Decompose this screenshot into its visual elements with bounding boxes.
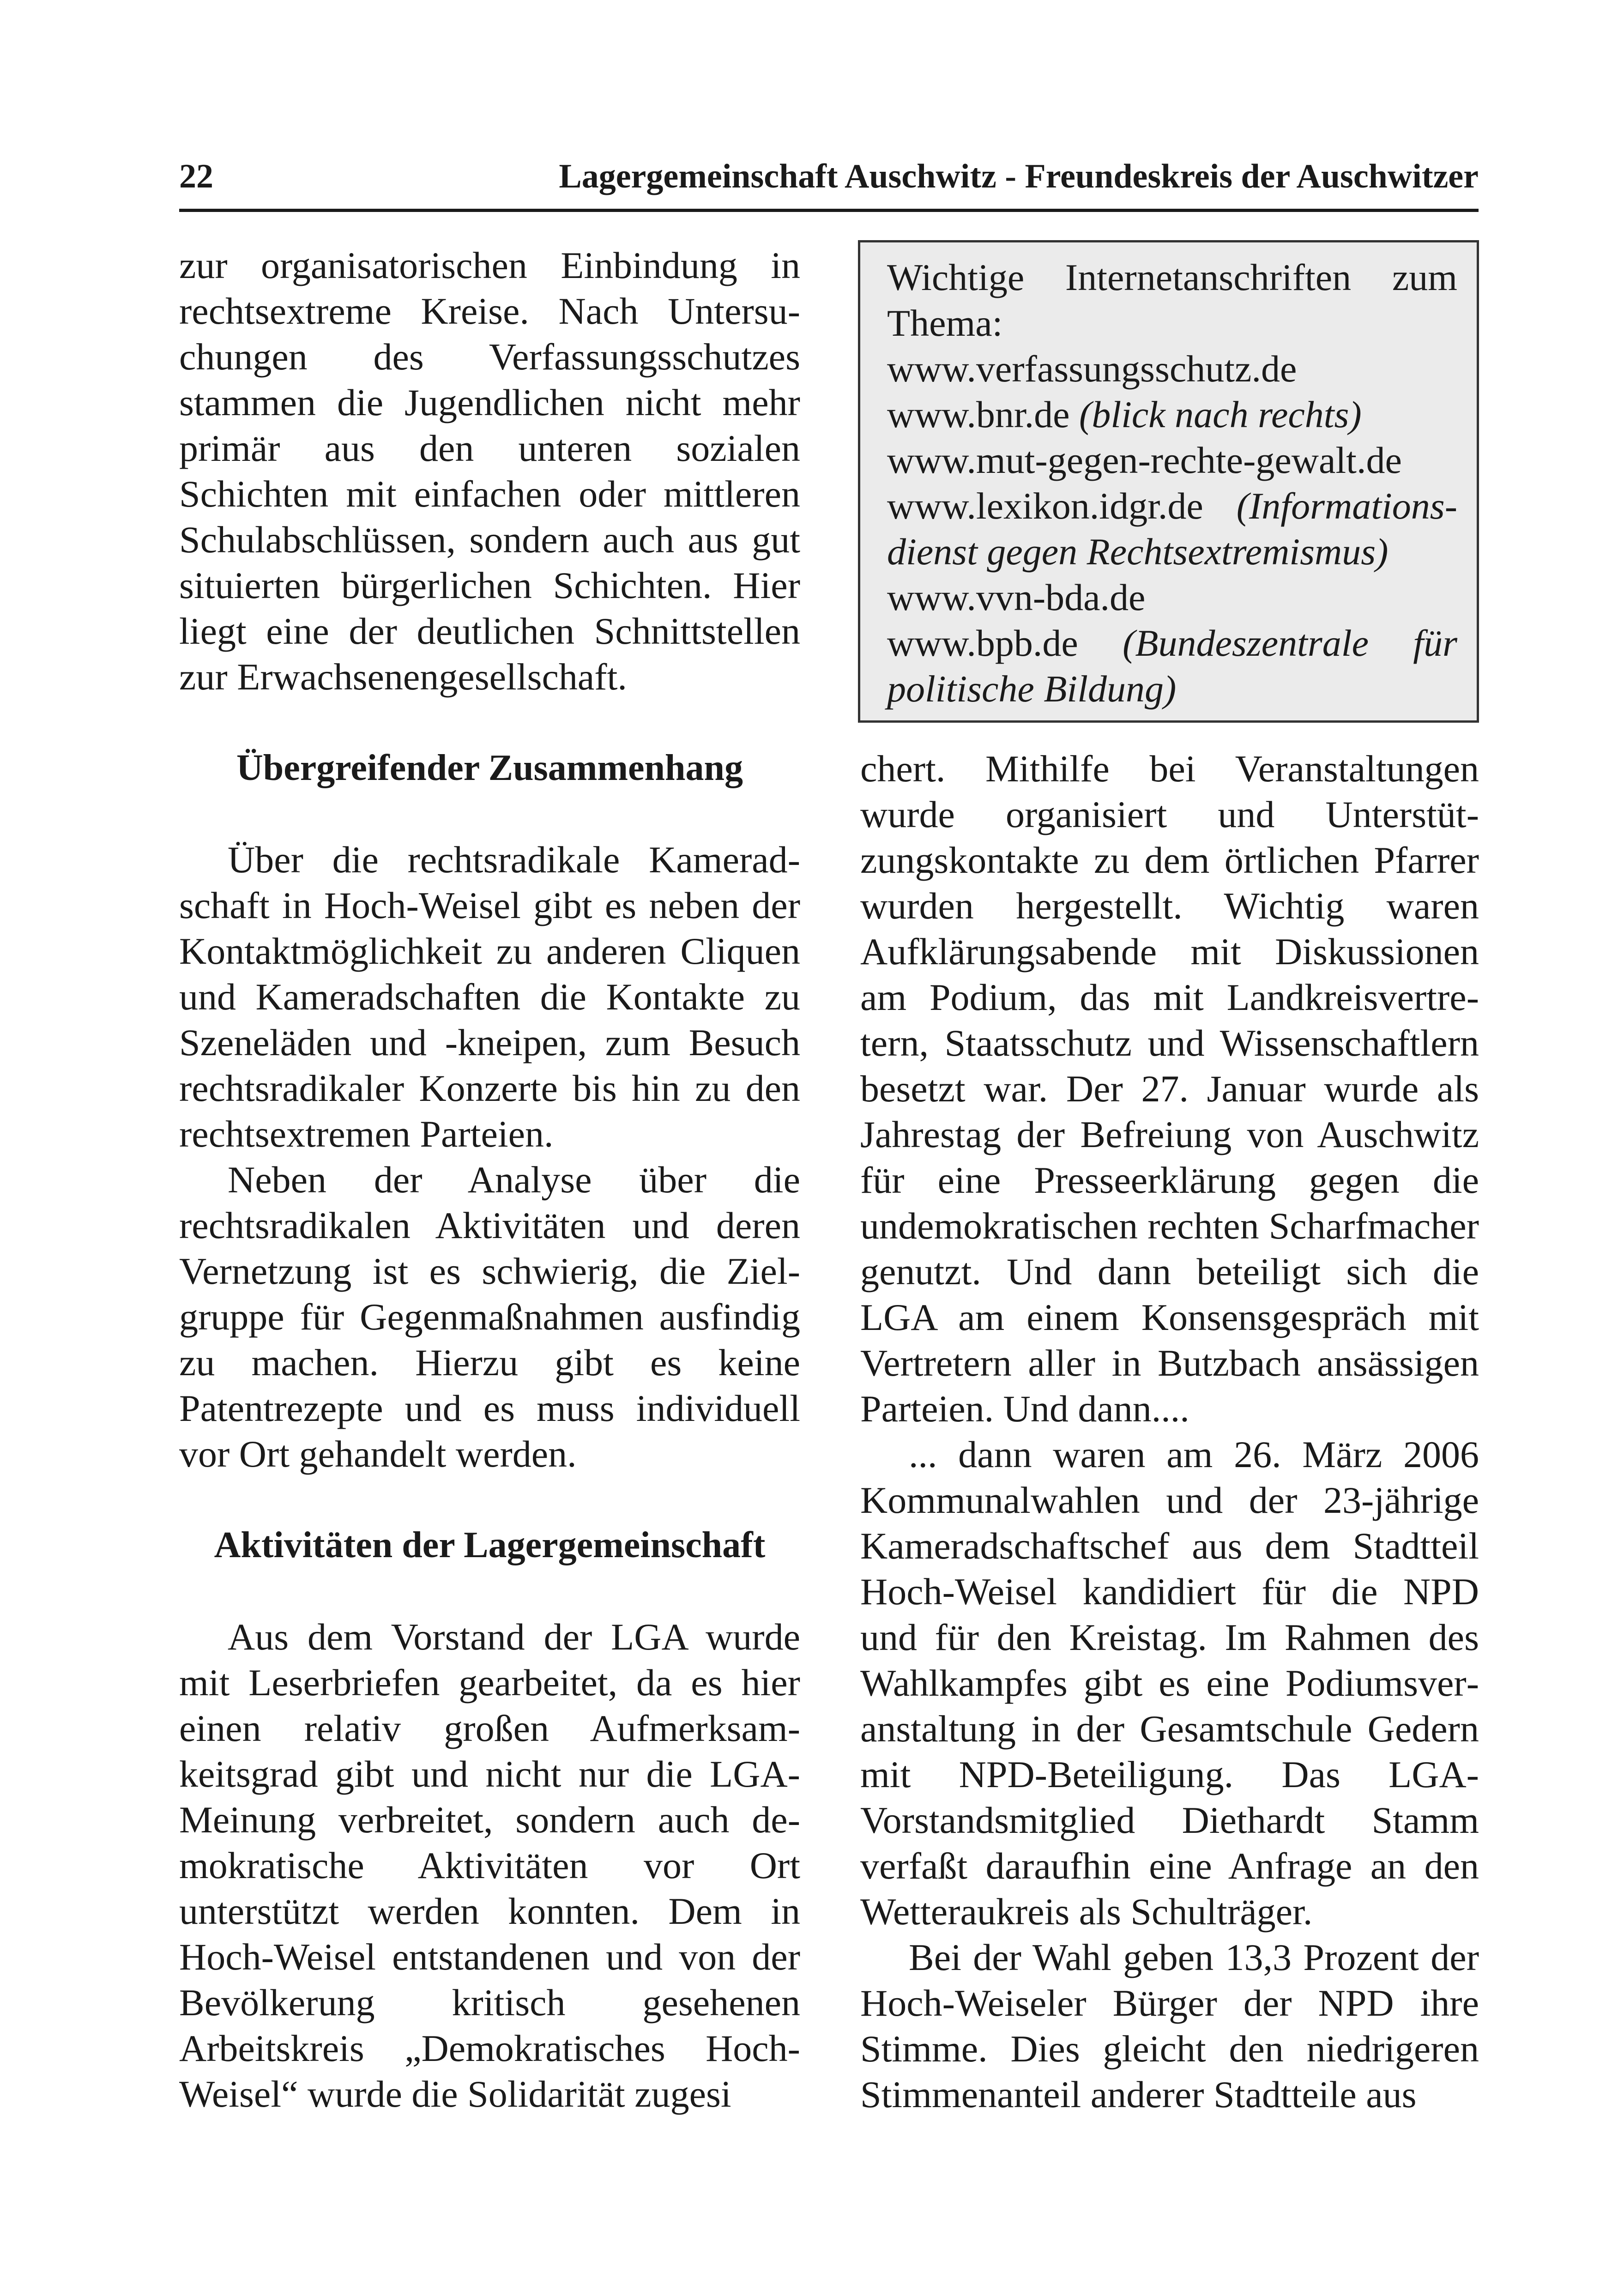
page-header — [179, 157, 1479, 212]
paragraph-vorstand: Aus dem Vorstand der LGA wurde mit Leserbriefen gearbeitet, da es hier einen relativ großen Aufmerksamkeitsgrad gibt und nicht nur die LGA-Meinung verbreitet, sondern auch demokratische Aktivitäten vor Ort unterstützt werden konnten. Dem in Hoch-Weisel entstandenen und von der Bevölkerung kritisch gesehenen Arbeitskreis „Demokratisches Hoch-Weisel“ wurde die Solidarität zugesi — [179, 1616, 800, 2115]
paragraph-continuation: chert. Mithilfe bei Veranstaltungen wurde organisiert und Unterstützungskontakte zu dem örtlichen Pfarrer wurden hergestellt. Wichtig waren Aufklärungsabende mit Diskussionen am Podium, das mit Landkreisvertretern, Staatsschutz und Wissenschaftlern besetzt war. Der 27. Januar wurde als Jahrestag der Befreiung von Auschwitz für eine Presseerklärung gegen die undemokratischen rechten Scharfmacher genutzt. Und dann beteiligt sich die LGA am einem Konsensgespräch mit Vertretern aller in Butzbach ansässigen Parteien. Und dann.... — [860, 748, 1479, 1430]
section-heading-aktivitaeten: Aktivitäten der Lagergemeinschaft — [214, 1525, 766, 1565]
section-heading-zusammenhang: Übergreifender Zusammenhang — [236, 748, 743, 788]
spacer — [179, 700, 800, 745]
link-url[interactable]: www.vvn-bda.de — [887, 576, 1146, 618]
internet-links-box — [858, 240, 1479, 723]
link-item — [887, 346, 1457, 392]
spacer — [179, 791, 800, 837]
link-description: (Bundeszentrale für politische Bildung) — [887, 622, 1457, 710]
link-item — [887, 574, 1457, 620]
link-url[interactable]: www.lexikon.idgr.de — [887, 485, 1203, 527]
paragraph-analyse: Neben der Analyse über die rechtsradikalen Aktivitäten und deren Vernetzung ist es schwierig, die Zielgruppe für Gegenmaßnahmen ausfindig zu machen. Hierzu gibt es keine Patentrezepte und es muss individuell vor Ort gehandelt werden. — [179, 1159, 800, 1475]
link-item — [887, 437, 1457, 483]
link-description: (blick nach rechts) — [1079, 393, 1362, 435]
link-url[interactable]: www.bnr.de — [887, 393, 1070, 435]
paragraph-wahlergebnis: Bei der Wahl geben 13,3 Prozent der Hoch-Weiseler Bürger der NPD ihre Stimme. Dies gleicht den niedrigeren Stimmenanteil anderer Stadtteile aus — [860, 1936, 1479, 2115]
link-item — [887, 392, 1457, 437]
link-url[interactable]: www.bpb.de — [887, 622, 1078, 664]
paragraph-kommunalwahlen: ... dann waren am 26. März 2006 Kommunalwahlen und der 23-jährige Kameradschaftschef aus dem Stadtteil Hoch-Weisel kandidiert für die NPD und für den Kreistag. Im Rahmen des Wahlkampfes gibt es eine Podiumsveranstaltung in der Gesamtschule Gedern mit NPD-Beteiligung. Das LGA-Vorstandsmitglied Diethardt Stamm verfaßt daraufhin eine Anfrage an den Wetteraukreis als Schulträger. — [860, 1433, 1479, 1933]
link-url[interactable]: www.mut-gegen-rechte-gewalt.de — [887, 439, 1402, 481]
paragraph-intro: zur organisatorischen Einbindung in rechtsextreme Kreise. Nach Untersuchungen des Verfassungsschutzes stammen die Jugendlichen nicht mehr primär aus den unteren sozialen Schichten mit einfachen oder mittleren Schulabschlüssen, sondern auch aus gut situierten bürgerlichen Schichten. Hier liegt eine der deutlichen Schnittstellen zur Erwachsenengesellschaft. — [179, 244, 800, 698]
spacer — [179, 1477, 800, 1523]
running-title: Lagergemeinschaft Auschwitz - Freundeskreis der Auschwitzer — [559, 157, 1479, 195]
left-column — [179, 242, 800, 2117]
links-box-title: Wichtige Internetanschriften zum Thema: — [887, 256, 1457, 344]
paragraph-kameradschaft: Über die rechtsradikale Kameradschaft in Hoch-Weisel gibt es neben der Kontaktmöglichkeit zu anderen Cliquen und Kameradschaften die Kontakte zu Szeneläden und -kneipen, zum Besuch rechtsradikaler Konzerte bis hin zu den rechtsextremen Parteien. — [179, 839, 800, 1155]
right-column — [860, 746, 1479, 2117]
link-url[interactable]: www.verfassungsschutz.de — [887, 348, 1297, 390]
link-item — [887, 483, 1457, 574]
page-number: 22 — [179, 157, 213, 195]
link-item — [887, 620, 1457, 712]
spacer — [179, 1568, 800, 1614]
link-description: (Informationsdienst gegen Rechtsextremismus) — [887, 485, 1457, 573]
